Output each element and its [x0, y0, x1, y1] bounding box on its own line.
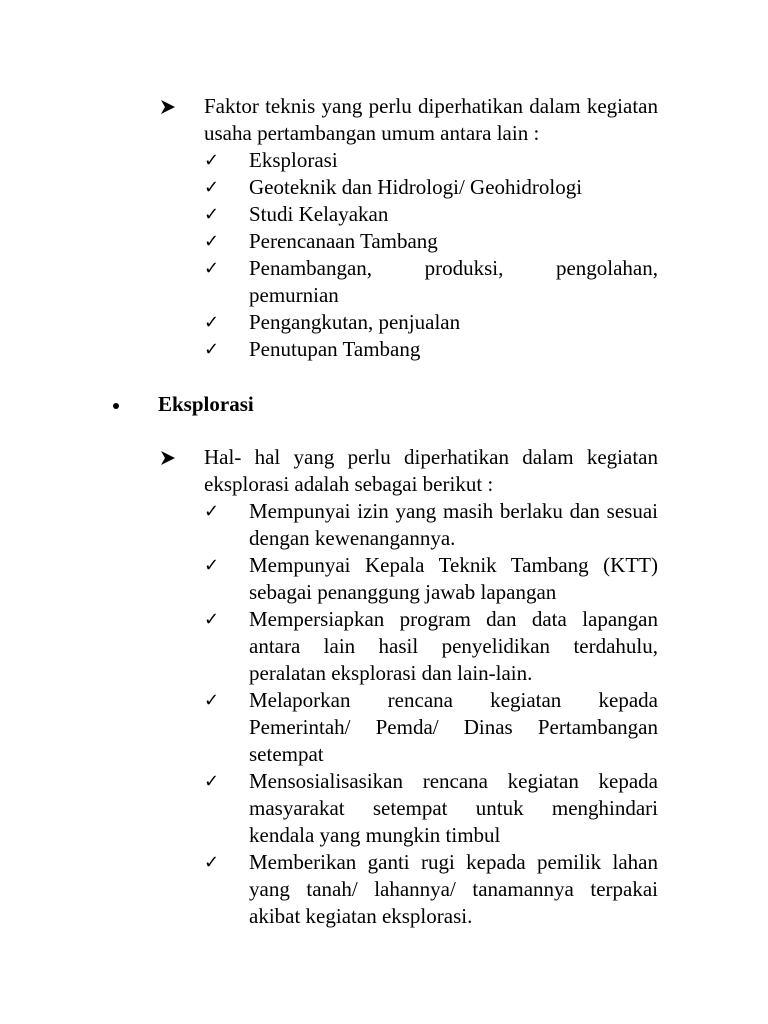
- check-mark-icon: ✓: [204, 204, 220, 225]
- check-mark-icon: ✓: [204, 609, 220, 630]
- list-item: ✓ Mempunyai Kepala Teknik Tambang (KTT) sebagai penanggung jawab lapangan: [158, 552, 658, 606]
- check-mark-icon: ✓: [204, 852, 220, 873]
- section-heading-text: Eksplorasi: [158, 392, 254, 416]
- check-mark-icon: ✓: [204, 339, 220, 360]
- intro-check-list: [158, 147, 658, 363]
- list-item: ✓ Mensosialisasikan rencana kegiatan kepada masyarakat setempat untuk menghindari kendala yang mungkin timbul: [158, 768, 658, 849]
- section-heading: [110, 391, 670, 418]
- check-mark-icon: ✓: [204, 312, 220, 333]
- list-item: ✓ Melaporkan rencana kegiatan kepada Pemerintah/ Pemda/ Dinas Pertambangan setempat: [158, 687, 658, 768]
- detail-check-list: [158, 498, 658, 930]
- list-item: ✓ Memberikan ganti rugi kepada pemilik lahan yang tanah/ lahannya/ tanamannya terpakai akibat kegiatan eksplorasi.: [158, 849, 658, 930]
- check-mark-icon: ✓: [204, 555, 220, 576]
- list-item: ✓ Geoteknik dan Hidrologi/ Geohidrologi: [158, 174, 658, 201]
- intro-text: Faktor teknis yang perlu diperhatikan dalam kegiatan usaha pertambangan umum antara lain :: [204, 94, 658, 145]
- list-item: ✓ Mempunyai izin yang masih berlaku dan sesuai dengan kewenangannya.: [158, 498, 658, 552]
- list-item: ✓ Studi Kelayakan: [158, 201, 658, 228]
- check-mark-icon: ✓: [204, 258, 220, 279]
- list-item: ✓ Perencanaan Tambang: [158, 228, 658, 255]
- arrow-bullet-icon: [158, 444, 204, 471]
- check-mark-icon: ✓: [204, 231, 220, 252]
- check-mark-icon: ✓: [204, 690, 220, 711]
- intro-block: [158, 93, 658, 363]
- list-item: ✓ Penambangan, produksi, pengolahan, pemurnian: [158, 255, 658, 309]
- dot-bullet-icon: [110, 391, 158, 418]
- arrow-bullet-icon: [158, 93, 204, 120]
- check-mark-icon: ✓: [204, 177, 220, 198]
- detail-block: [158, 444, 658, 930]
- list-item: ✓ Mempersiapkan program dan data lapangan antara lain hasil penyelidikan terdahulu, peralatan eksplorasi dan lain-lain.: [158, 606, 658, 687]
- check-mark-icon: ✓: [204, 501, 220, 522]
- list-item: ✓ Penutupan Tambang: [158, 336, 658, 363]
- detail-text: Hal- hal yang perlu diperhatikan dalam kegiatan eksplorasi adalah sebagai berikut :: [204, 445, 658, 496]
- list-item: ✓ Eksplorasi: [158, 147, 658, 174]
- check-mark-icon: ✓: [204, 771, 220, 792]
- check-mark-icon: ✓: [204, 150, 220, 171]
- detail-arrow-item: [158, 444, 658, 498]
- list-item: ✓ Pengangkutan, penjualan: [158, 309, 658, 336]
- intro-arrow-item: [158, 93, 658, 147]
